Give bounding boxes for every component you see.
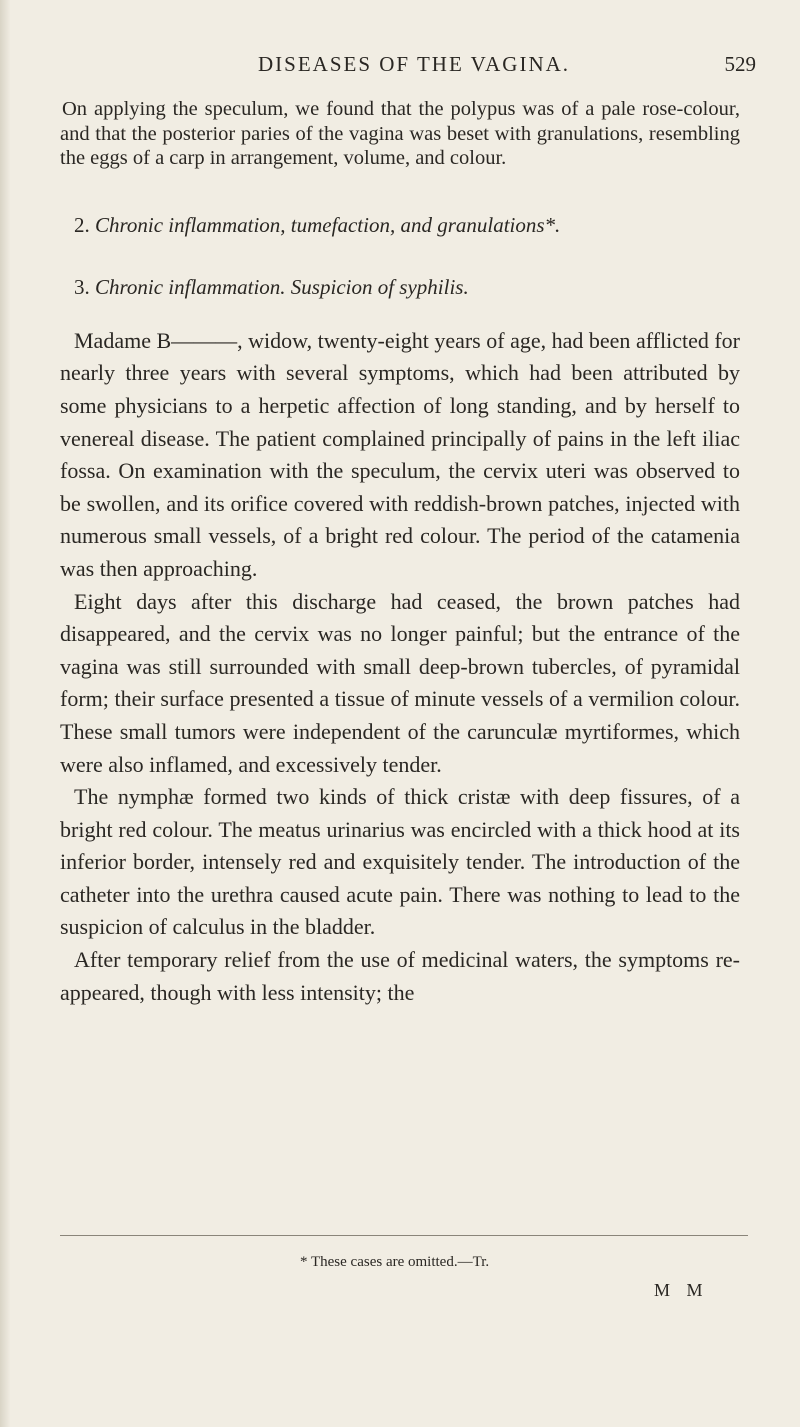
section-number: 3. [74,274,90,299]
page-edge [0,0,10,1427]
page-header [0,52,800,82]
section-heading-2 [60,213,740,238]
footnote: * These cases are omitted.—Tr. [300,1254,490,1270]
paragraph: The nymphæ formed two kinds of thick cristæ with deep fissures, of a bright red colour. The meatus urinarius was encircled with a thick hood at its inferior border, intensely red and exquisitely tender. The introduction of the catheter into the urethra caused acute pain. There was nothing to lead to the suspicion of calculus in the bladder. [60,784,740,940]
section-heading-3 [60,275,740,300]
page-number: 529 [724,52,756,76]
body-text [60,97,740,1009]
paragraph: Madame B———, widow, twenty-eight years of age, had been afflicted for nearly three years with several symptoms, which had been attributed by some physicians to a herpetic affection of long standing, and by herself to venereal disease. The patient complained principally of pains in the left iliac fossa. On examination with the speculum, the cervix uteri was observed to be swollen, and its orifice covered with reddish-brown patches, injected with numerous small vessels, of a bright red colour. The period of the catamenia was then approaching. [60,327,740,581]
running-head: DISEASES OF THE VAGINA. [258,52,571,76]
intro-paragraph: On applying the speculum, we found that the polypus was of a pale rose-colour, and that the posterior paries of the vagina was beset with granulations, resembling the eggs of a carp in arrangement, volume, and colour. [60,98,740,170]
paragraph: Eight days after this discharge had ceased, the brown patches had disappeared, and the cervix was no longer painful; but the entrance of the vagina was still surrounded with small deep-brown tubercles, of pyramidal form; their surface presented a tissue of minute vessels of a vermilion colour. These small tumors were independent of the carunculæ myrtiformes, which were also inflamed, and excessively tender. [60,588,740,777]
signature-mark: M M [654,1280,709,1300]
paragraph: After temporary relief from the use of medicinal waters, the symptoms re-appeared, though with less intensity; the [60,947,740,1005]
footnote-rule [60,1235,748,1236]
section-number: 2. [74,212,90,237]
section-title: Chronic inflammation, tumefaction, and granulations*. [95,212,561,237]
section-title: Chronic inflammation. Suspicion of syphilis. [95,274,469,299]
